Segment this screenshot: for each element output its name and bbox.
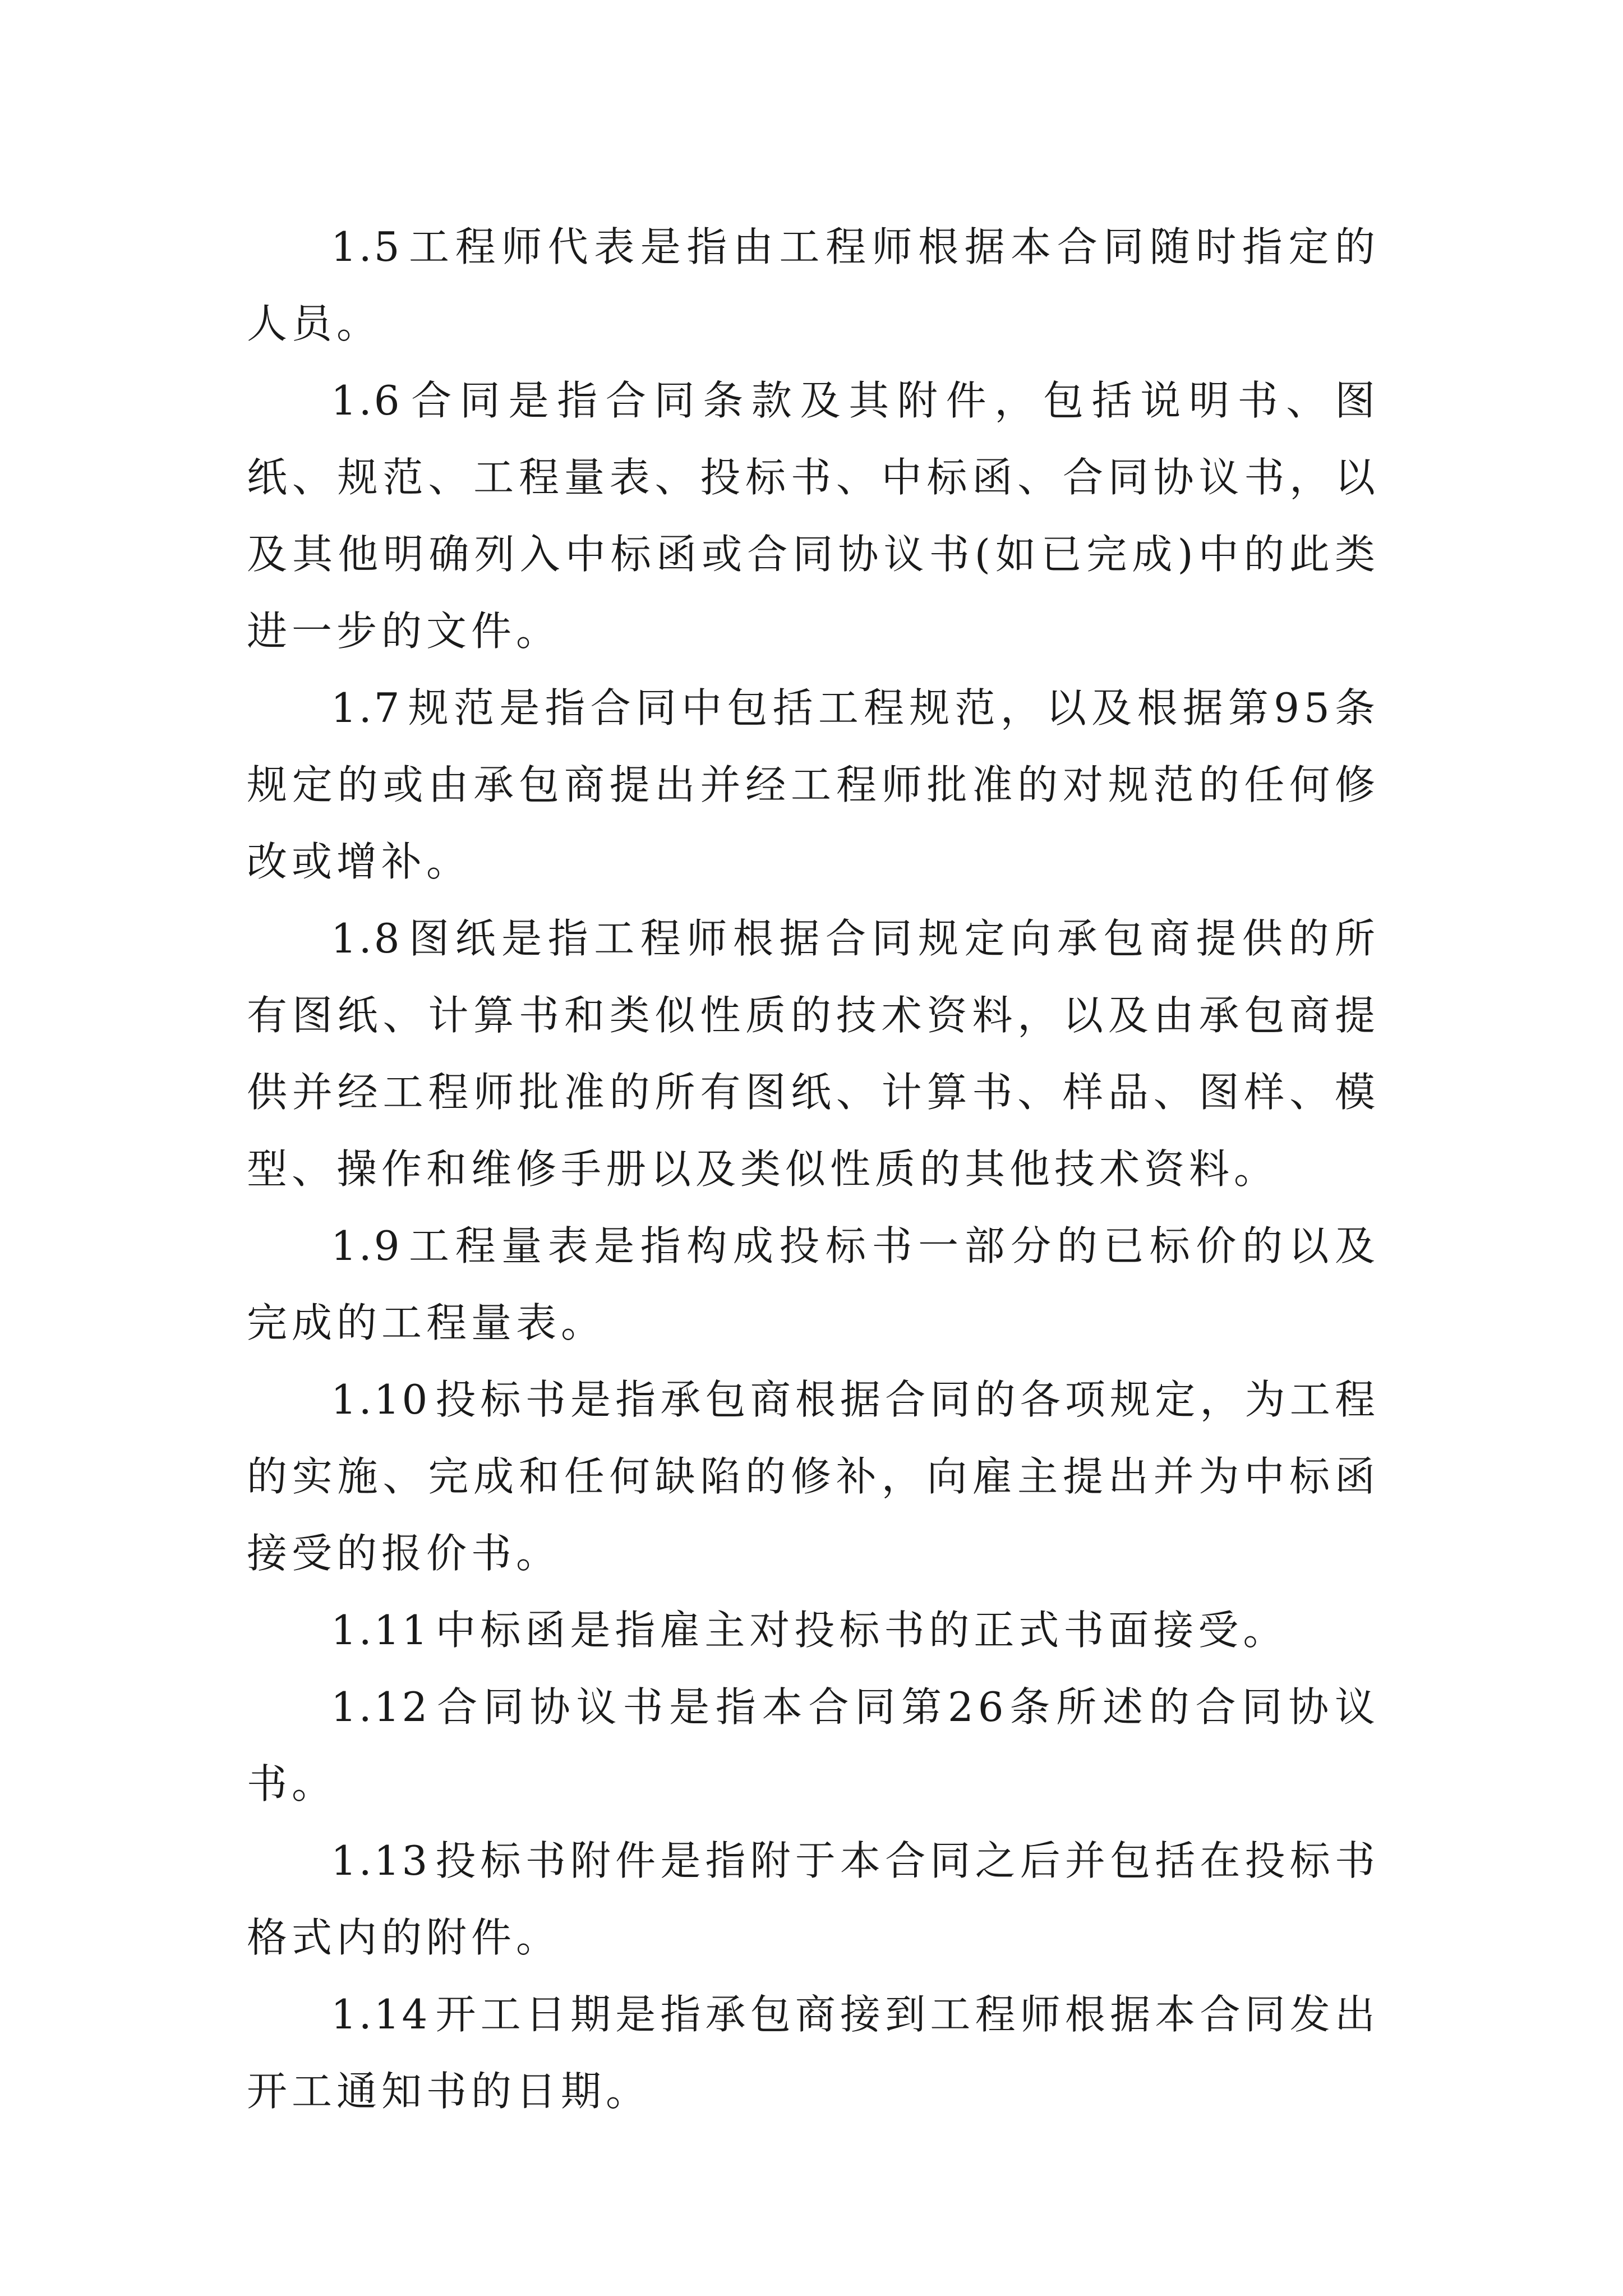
clause-number: 1.9 <box>331 1222 402 1269</box>
clause-1-9 <box>247 1208 1380 1361</box>
clause-1-7 <box>247 670 1380 900</box>
document-body <box>247 209 1380 2130</box>
clause-text: 合同协议书是指本合同第26条所述的合同协议书。 <box>247 1683 1380 1807</box>
clause-1-5 <box>247 209 1380 362</box>
clause-1-8 <box>247 900 1380 1208</box>
clause-number: 1.6 <box>331 377 402 424</box>
clause-text: 工程师代表是指由工程师根据本合同随时指定的人员。 <box>247 223 1380 347</box>
clause-number: 1.5 <box>331 223 402 270</box>
clause-number: 1.7 <box>331 684 402 731</box>
clause-text: 合同是指合同条款及其附件，包括说明书、图纸、规范、工程量表、投标书、中标函、合同协议书，以及其他明确列入中标函或合同协议书(如已完成)中的此类进一步的文件。 <box>247 377 1380 655</box>
clause-number: 1.13 <box>331 1837 430 1884</box>
clause-number: 1.8 <box>331 915 402 962</box>
clause-1-11 <box>247 1592 1380 1669</box>
clause-number: 1.10 <box>331 1376 430 1423</box>
clause-text: 规范是指合同中包括工程规范，以及根据第95条规定的或由承包商提出并经工程师批准的对规范的任何修改或增补。 <box>247 684 1380 885</box>
clause-1-10 <box>247 1361 1380 1592</box>
clause-text: 投标书是指承包商根据合同的各项规定，为工程的实施、完成和任何缺陷的修补，向雇主提出并为中标函接受的报价书。 <box>247 1376 1380 1577</box>
clause-1-13 <box>247 1823 1380 1976</box>
clause-text: 开工日期是指承包商接到工程师根据本合同发出开工通知书的日期。 <box>247 1991 1380 2115</box>
clause-text: 工程量表是指构成投标书一部分的已标价的以及完成的工程量表。 <box>247 1222 1380 1346</box>
clause-text: 投标书附件是指附于本合同之后并包括在投标书格式内的附件。 <box>247 1837 1380 1961</box>
clause-text: 图纸是指工程师根据合同规定向承包商提供的所有图纸、计算书和类似性质的技术资料，以及由承包商提供并经工程师批准的所有图纸、计算书、样品、图样、模型、操作和维修手册以及类似性质的其他技术资料。 <box>247 915 1380 1193</box>
clause-text: 中标函是指雇主对投标书的正式书面接受。 <box>435 1607 1288 1654</box>
clause-1-12 <box>247 1669 1380 1823</box>
clause-1-6 <box>247 362 1380 670</box>
clause-number: 1.11 <box>331 1607 430 1654</box>
clause-number: 1.12 <box>331 1683 430 1731</box>
clause-1-14 <box>247 1976 1380 2130</box>
clause-number: 1.14 <box>331 1991 430 2038</box>
